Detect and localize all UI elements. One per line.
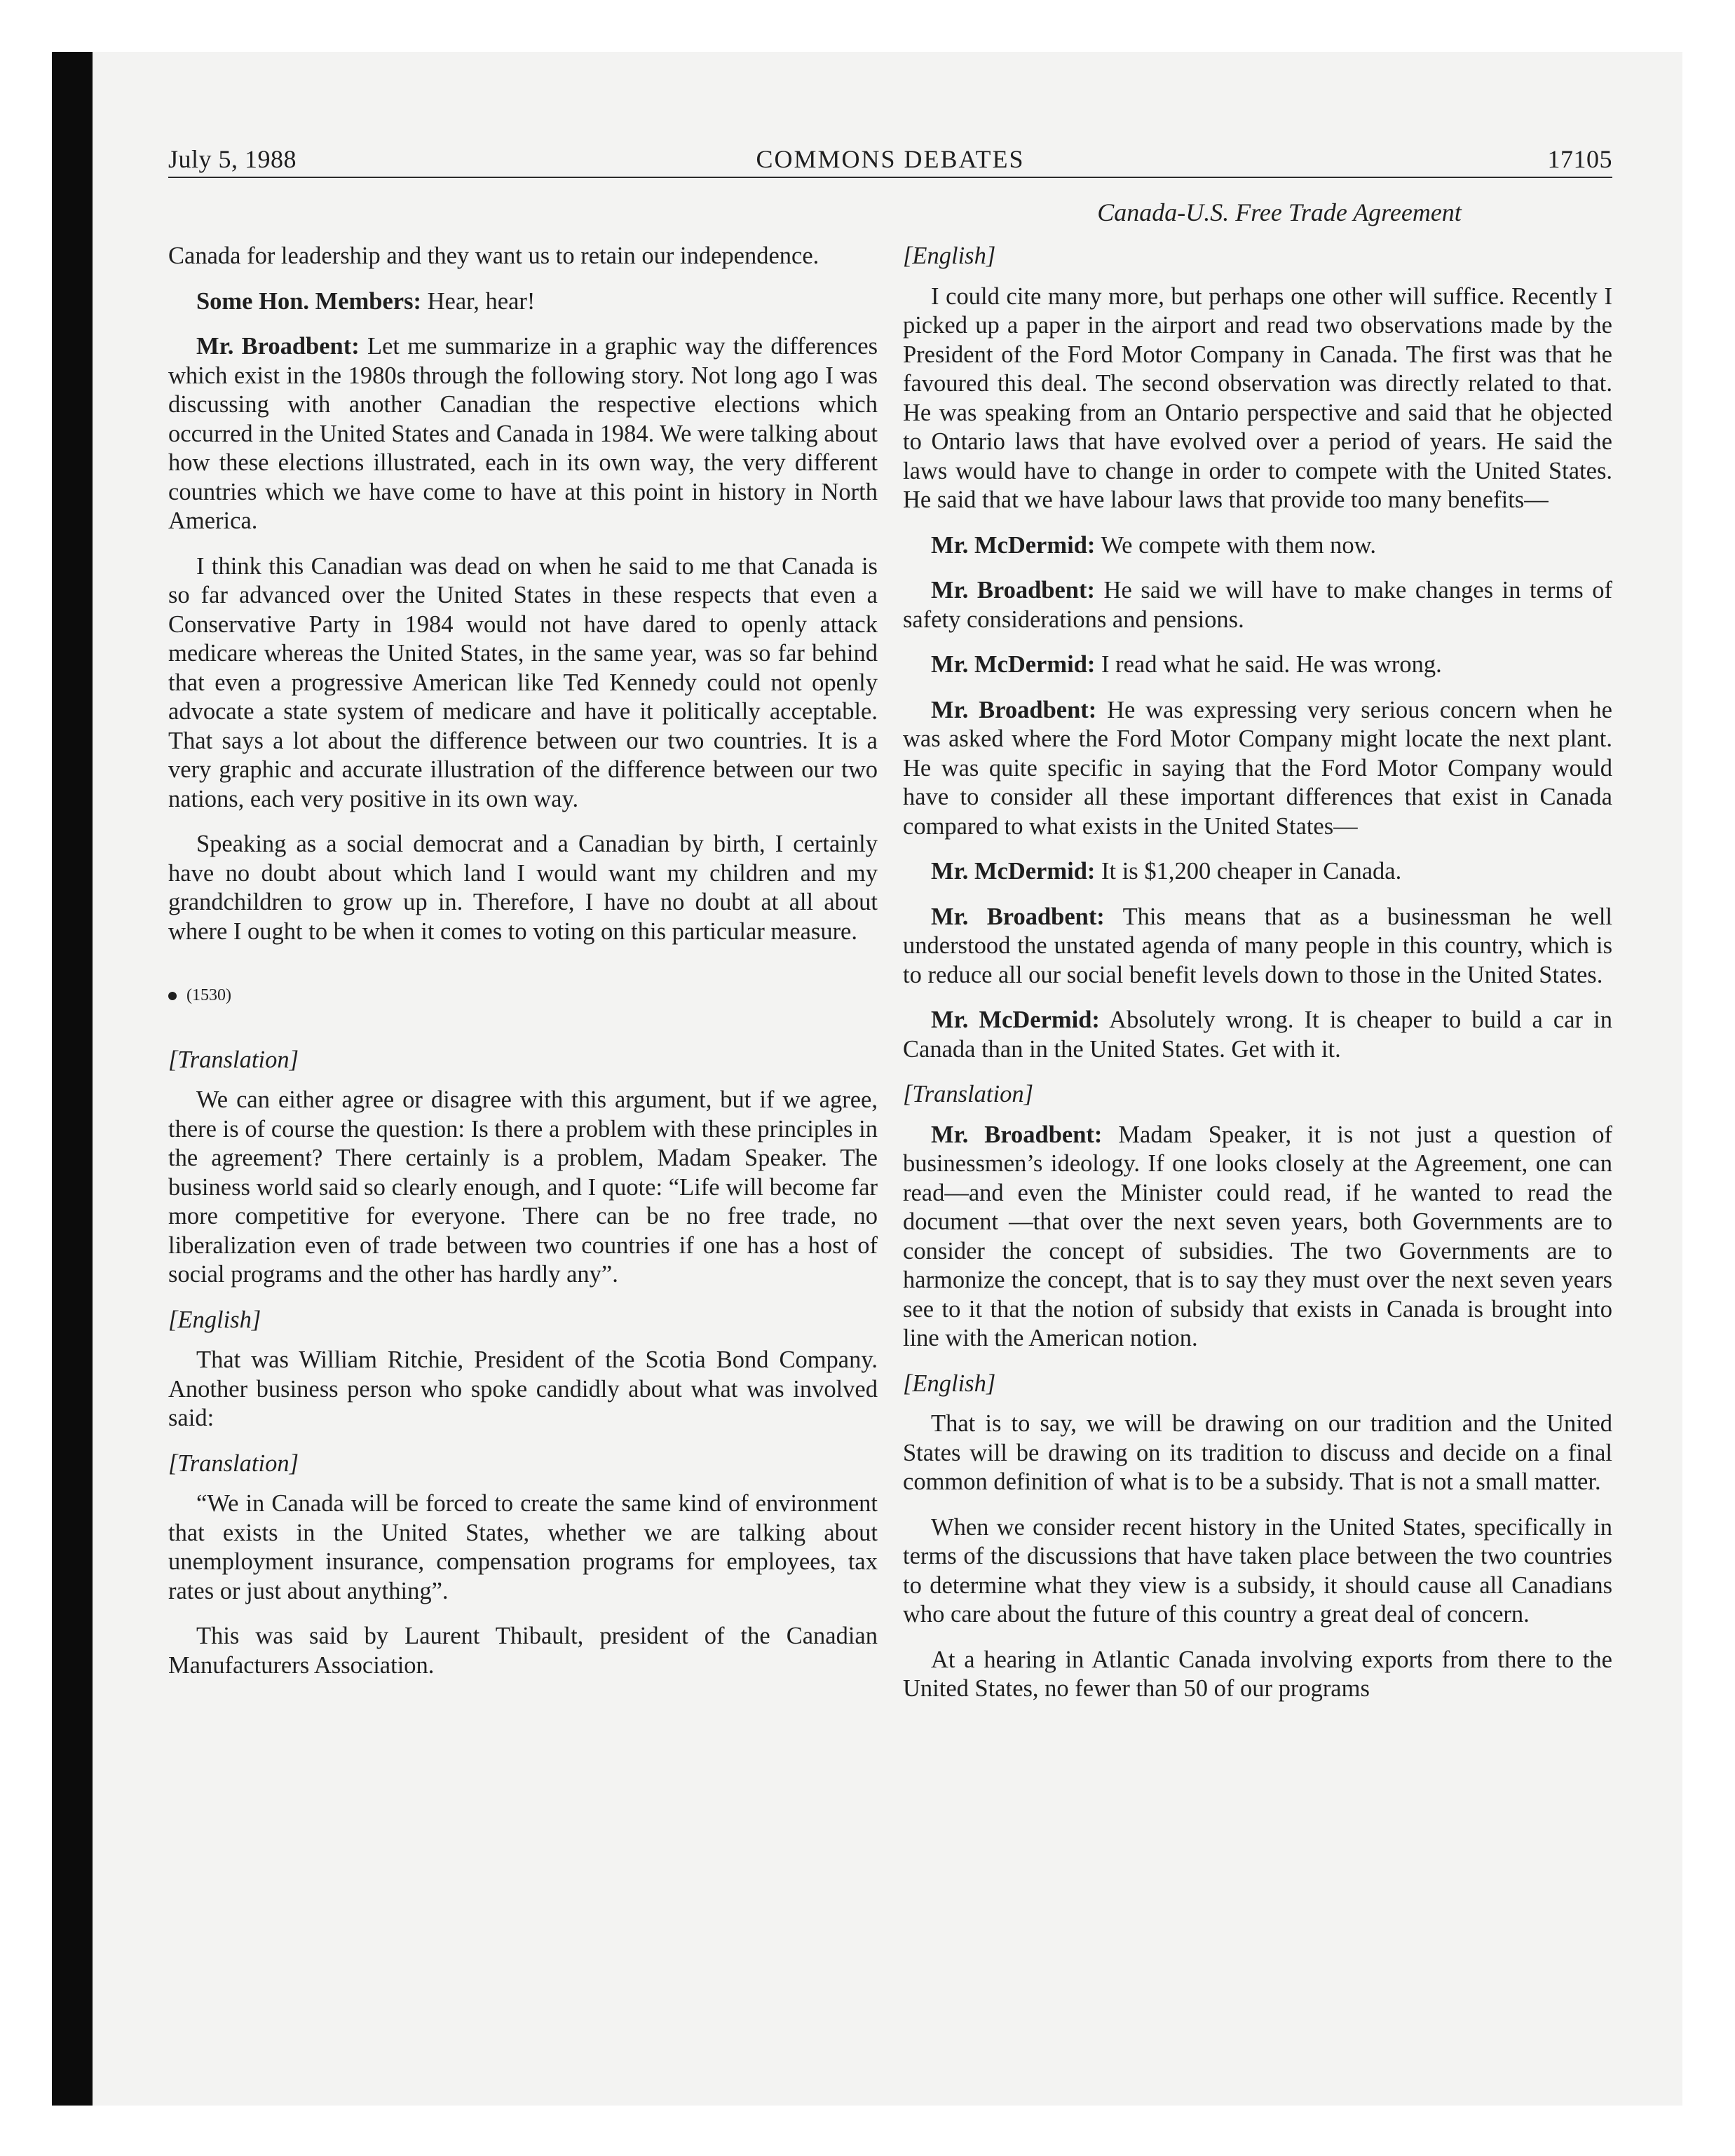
section-subheader: Canada-U.S. Free Trade Agreement — [1097, 198, 1462, 226]
paragraph — [168, 332, 878, 536]
speaker-name: Mr. McDermid: — [931, 858, 1096, 885]
speech-text: Madam Speaker, it is not just a question of businessmen’s ideology. If one looks closely at the Agreement, one can read—and even the Minister could read, if he wanted to read the document —that over the next seven years, both Governments are to consider the concept of subsidies. The two Governments are to harmonize the concept, that is to say they must over the next seven years see to it that the notion of subsidy that exists in Canada is brought into line with the American notion. — [903, 1121, 1612, 1351]
speech-text: Hear, hear! — [421, 287, 536, 315]
paragraph: That was William Ritchie, President of the Scotia Bond Company. Another business person who spoke candidly about what was involved said: — [168, 1346, 878, 1431]
scan-binding-edge — [52, 52, 93, 2106]
paragraph — [903, 1121, 1612, 1353]
speech-text: Let me summarize in a graphic way the differences which exist in the 1980s through the following story. Not long ago I was discussing with another Canadian the respective elections which occurred in the United States and Canada in 1984. We were talking about how these elections illustrated, each in its own way, the very different countries which we have come to have at this point in history in North America. — [168, 333, 878, 534]
paragraph: Canada for leadership and they want us to retain our independence. — [168, 243, 819, 269]
speech-text: I read what he said. He was wrong. — [1095, 651, 1442, 678]
page-header — [168, 140, 1612, 178]
paragraph: That is to say, we will be drawing on our tradition and the United States will be drawing on its tradition to discuss and decide on a final common definition of what is to be a subsidy. That is not a small matter. — [903, 1410, 1612, 1495]
bullet-icon — [168, 992, 177, 1000]
speaker-name: Mr. Broadbent: — [931, 696, 1097, 723]
right-column — [903, 242, 1612, 1720]
paragraph: When we consider recent history in the United States, specifically in terms of the discussions that have taken place between the two countries to determine what they view is a subsidy, it should cause all Canadians who care about the future of this country a great deal of concern. — [903, 1513, 1612, 1628]
speaker-name: Mr. McDermid: — [931, 531, 1096, 559]
paragraph — [903, 1006, 1612, 1064]
language-label: [Translation] — [168, 1449, 299, 1477]
language-label: [English] — [168, 1306, 261, 1333]
paragraph — [903, 576, 1612, 634]
speaker-name: Mr. Broadbent: — [931, 903, 1105, 930]
speech-text: He was expressing very serious concern when he was asked where the Ford Motor Company might locate the next plant. He was quite specific in saying that the Ford Motor Company would have to consider all these important differences that exist in Canada compared to what exists in the United States— — [903, 696, 1612, 840]
paragraph: At a hearing in Atlantic Canada involving exports from there to the United States, no fewer than 50 of our programs — [903, 1646, 1612, 1702]
paragraph: This was said by Laurent Thibault, president of the Canadian Manufacturers Association. — [168, 1623, 878, 1679]
language-label: [Translation] — [168, 1046, 299, 1073]
speech-text: This means that as a businessman he well understood the unstated agenda of many people in this country, which is to reduce all our social benefit levels down to those in the United States. — [903, 903, 1612, 988]
speech-text: It is $1,200 cheaper in Canada. — [1095, 858, 1402, 885]
paragraph — [903, 650, 1612, 680]
paragraph — [168, 287, 878, 317]
speaker-name: Some Hon. Members: — [196, 287, 421, 315]
paragraph — [903, 531, 1612, 561]
paragraph: Speaking as a social democrat and a Canadian by birth, I certainly have no doubt about which land I would want my children and my grandchildren to grow up in. Therefore, I have no doubt at all about where I ought to be when it comes to voting on this particular measure. — [168, 831, 878, 945]
header-page-number: 17105 — [1547, 145, 1612, 173]
time-marker — [168, 981, 878, 1011]
paragraph: We can either agree or disagree with this argument, but if we agree, there is of course the question: Is there a problem with these principles in the agreement? There certainly is a problem, Madam Speaker. The business world said so clearly enough, and I quote: “Life will become far more competitive for everyone. There can be no free trade, no liberalization even of trade between two countries if one has a host of social programs and the other has hardly any”. — [168, 1086, 878, 1288]
paragraph — [903, 696, 1612, 842]
speech-text: He said we will have to make changes in terms of safety considerations and pensions. — [903, 577, 1612, 633]
paragraph: I think this Canadian was dead on when he said to me that Canada is so far advanced over the United States in these respects that even a Conservative Party in 1984 would not have dared to openly attack medicare whereas the United States, in the same year, was so far behind that even a progressive American like Ted Kennedy could not openly advocate a state system of medicare and have it politically acceptable. That says a lot about the difference between our two countries. It is a very graphic and accurate illustration of the difference between our two nations, each very positive in its own way. — [168, 552, 878, 812]
paragraph: I could cite many more, but perhaps one other will suffice. Recently I picked up a paper in the airport and read two observations made by the President of the Ford Motor Company in Canada. The first was that he favoured this deal. The second observation was directly related to that. He was speaking from an Ontario perspective and said that he objected to Ontario laws that have evolved over a period of years. He said the laws would have to change in order to compete with the United States. He said that we have labour laws that provide too many benefits— — [903, 282, 1612, 513]
speaker-name: Mr. Broadbent: — [196, 333, 360, 360]
speaker-name: Mr. McDermid: — [931, 651, 1096, 678]
paragraph — [903, 903, 1612, 990]
header-title: COMMONS DEBATES — [756, 145, 1025, 173]
paragraph — [903, 857, 1612, 887]
time-marker-text: (1530) — [186, 986, 231, 1004]
speech-text: We compete with them now. — [1095, 531, 1376, 559]
language-label: [English] — [903, 243, 996, 269]
paragraph: “We in Canada will be forced to create the same kind of environment that exists in the United States, whether we are talking about unemployment insurance, compensation programs for employees, tax rates or just about anything”. — [168, 1490, 878, 1604]
speaker-name: Mr. McDermid: — [931, 1007, 1100, 1033]
speaker-name: Mr. Broadbent: — [931, 577, 1095, 603]
language-label: [English] — [903, 1370, 996, 1397]
language-label: [Translation] — [903, 1081, 1033, 1107]
header-date: July 5, 1988 — [168, 145, 297, 173]
speaker-name: Mr. Broadbent: — [931, 1121, 1103, 1148]
speech-text: Absolutely wrong. It is cheaper to build a car in Canada than in the United States. Get with it. — [903, 1007, 1612, 1063]
left-column — [168, 242, 878, 1696]
